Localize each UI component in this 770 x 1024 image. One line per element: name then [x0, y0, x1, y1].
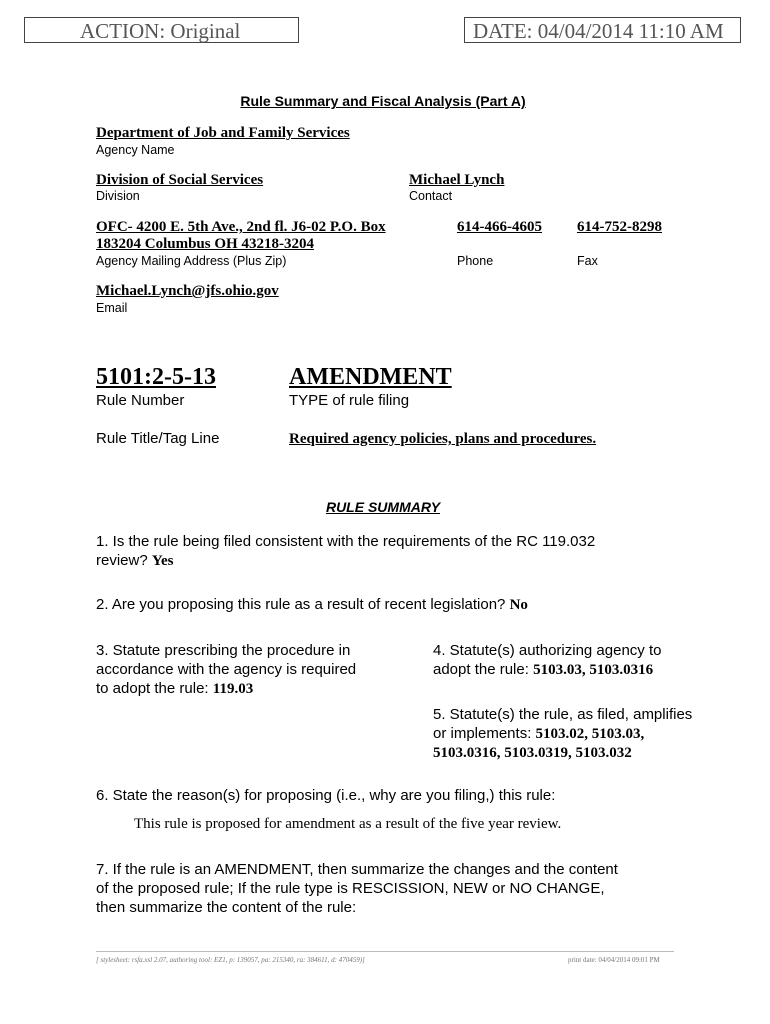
address-line2: 183204 Columbus OH 43218-3204: [96, 236, 314, 252]
rule-number: 5101:2-5-13: [96, 364, 216, 390]
question-1-line1: 1. Is the rule being filed consistent with the requirements of the RC 119.032: [96, 533, 596, 550]
fax-value: 614-752-8298: [577, 219, 662, 235]
rule-number-label: Rule Number: [96, 392, 185, 409]
rule-summary-heading: RULE SUMMARY: [325, 499, 441, 515]
question-6-answer: This rule is proposed for amendment as a result of the five year review.: [134, 816, 562, 832]
address-label: Agency Mailing Address (Plus Zip): [96, 254, 287, 268]
footer-divider: [96, 951, 674, 952]
question-4-answer: 5103.03, 5103.0316: [533, 662, 654, 678]
fax-label: Fax: [577, 254, 598, 268]
address-line1: OFC- 4200 E. 5th Ave., 2nd fl. J6-02 P.O. Box: [96, 219, 386, 235]
email-value: Michael.Lynch@jfs.ohio.gov: [96, 283, 279, 299]
question-5: [433, 705, 692, 763]
question-3-line3: to adopt the rule: 119.03: [96, 680, 254, 697]
agency-name-value: Department of Job and Family Services: [96, 125, 350, 141]
question-1: [96, 532, 595, 571]
question-3-answer: 119.03: [212, 681, 254, 697]
question-2-answer: No: [509, 597, 528, 613]
rule-type: AMENDMENT: [289, 364, 452, 390]
question-5-line2: or implements: 5103.02, 5103.03,: [433, 725, 645, 742]
question-3-line1: 3. Statute prescribing the procedure in: [96, 642, 351, 659]
rule-title-label: Rule Title/Tag Line: [96, 430, 220, 447]
contact-value: Michael Lynch: [409, 172, 505, 188]
question-2: [96, 595, 528, 615]
question-4-line1: 4. Statute(s) authorizing agency to: [433, 642, 662, 659]
question-1-answer: Yes: [151, 553, 174, 569]
action-box: [24, 17, 299, 43]
footer-right: print date: 04/04/2014 09:01 PM: [568, 956, 660, 964]
question-7: [96, 860, 618, 917]
question-7-line2: of the proposed rule; If the rule type is RESCISSION, NEW or NO CHANGE,: [96, 880, 605, 897]
question-3: [96, 641, 356, 699]
rule-title: Required agency policies, plans and procedures.: [289, 431, 597, 447]
question-6: 6. State the reason(s) for proposing (i.e., why are you filing,) this rule:: [96, 787, 556, 804]
date-box: [464, 17, 741, 43]
question-5-answer-1: 5103.02, 5103.03,: [535, 726, 645, 742]
contact-label: Contact: [409, 189, 453, 203]
date-text: DATE: 04/04/2014 11:10 AM: [473, 19, 724, 43]
page-title: Rule Summary and Fiscal Analysis (Part A): [240, 93, 526, 109]
question-7-line3: then summarize the content of the rule:: [96, 899, 357, 916]
footer-left: [ stylesheet: rsfa.xsl 2.07, authoring tool: EZ1, p: 139057, pa: 215340, ra: 384611, d: 470459)]: [96, 956, 365, 964]
division-value: Division of Social Services: [96, 172, 264, 188]
question-2-text: 2. Are you proposing this rule as a result of recent legislation?: [96, 596, 506, 613]
question-5-answer-2: 5103.0316, 5103.0319, 5103.032: [433, 745, 632, 761]
question-4: [433, 641, 661, 680]
division-label: Division: [96, 189, 140, 203]
email-label: Email: [96, 301, 128, 315]
question-4-line2: adopt the rule: 5103.03, 5103.0316: [433, 661, 654, 678]
question-5-line1: 5. Statute(s) the rule, as filed, amplifies: [433, 706, 693, 723]
question-1-line2: review? Yes: [96, 552, 174, 569]
rule-type-label: TYPE of rule filing: [289, 392, 410, 409]
agency-name-label: Agency Name: [96, 143, 175, 157]
question-7-line1: 7. If the rule is an AMENDMENT, then summarize the changes and the content: [96, 861, 618, 878]
phone-value: 614-466-4605: [457, 219, 542, 235]
action-text: ACTION: Original: [80, 19, 241, 43]
question-3-line2: accordance with the agency is required: [96, 661, 357, 678]
phone-label: Phone: [457, 254, 494, 268]
